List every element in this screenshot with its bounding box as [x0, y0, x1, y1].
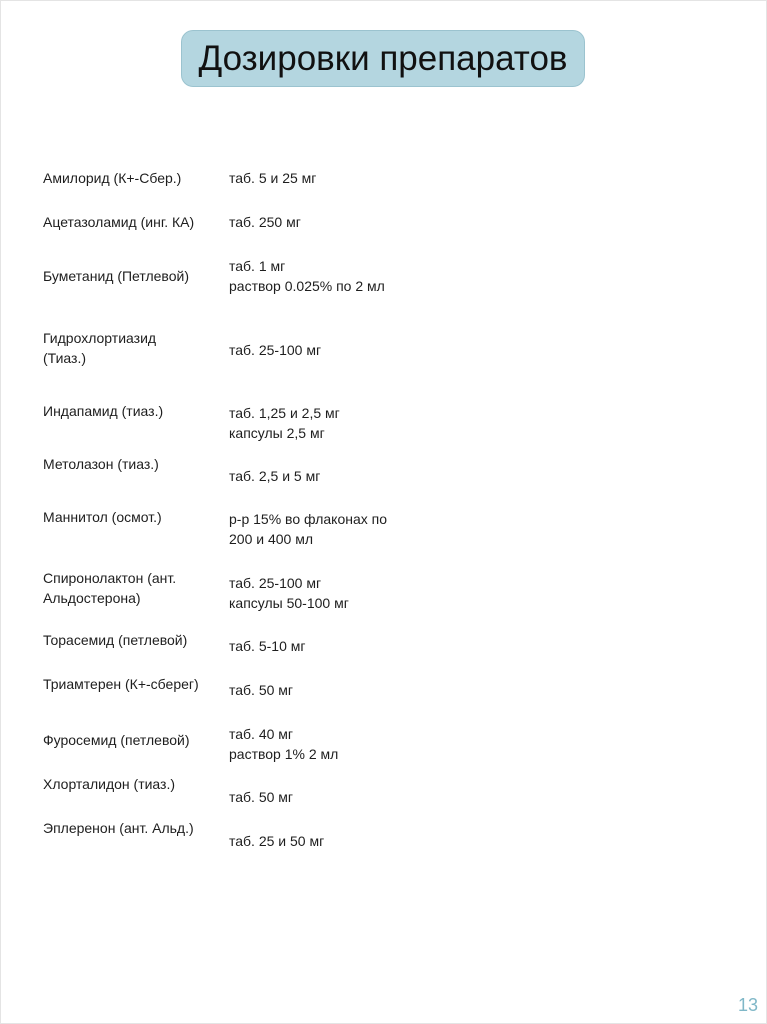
drug-name: Эплеренон (ант. Альд.) [43, 820, 194, 836]
drug-dose: таб. 5-10 мг [229, 638, 306, 654]
drug-name: Ацетазоламид (инг. КА) [43, 214, 195, 230]
drug-dose: таб. 250 мг [229, 214, 301, 230]
drug-dose: р-р 15% во флаконах по 200 и 400 мл [229, 511, 387, 547]
drug-name: Хлорталидон (тиаз.) [43, 776, 176, 792]
drug-dose: таб. 2,5 и 5 мг [229, 468, 321, 484]
drug-dose: таб. 1,25 и 2,5 мг капсулы 2,5 мг [229, 405, 340, 441]
page-title: Дозировки препаратов [198, 38, 568, 78]
drug-dose: таб. 25-100 мг [229, 342, 322, 358]
drug-name: Спиронолактон (ант. Альдостерона) [43, 570, 177, 606]
page-number: 13 [737, 995, 758, 1015]
drug-dose: таб. 40 мг раствор 1% 2 мл [229, 726, 339, 762]
drug-name: Маннитол (осмот.) [43, 509, 162, 525]
drug-name: Торасемид (петлевой) [43, 632, 188, 648]
drug-dose: таб. 25-100 мг капсулы 50-100 мг [229, 575, 349, 611]
drug-dose: таб. 5 и 25 мг [229, 170, 317, 186]
drug-name: Амилорид (К+-Сбер.) [43, 170, 182, 186]
drug-name: Фуросемид (петлевой) [43, 732, 190, 748]
drug-name: Индапамид (тиаз.) [43, 403, 164, 419]
drug-name: Триамтерен (К+-сберег) [43, 676, 199, 692]
drug-name: Буметанид (Петлевой) [43, 268, 189, 284]
drug-name: Метолазон (тиаз.) [43, 456, 159, 472]
drug-dose: таб. 1 мг раствор 0.025% по 2 мл [229, 258, 385, 294]
drug-name: Гидрохлортиазид (Тиаз.) [43, 330, 157, 366]
title-box [181, 30, 585, 87]
drug-dose: таб. 25 и 50 мг [229, 833, 325, 849]
drug-dose: таб. 50 мг [229, 682, 294, 698]
drug-dose: таб. 50 мг [229, 789, 294, 805]
